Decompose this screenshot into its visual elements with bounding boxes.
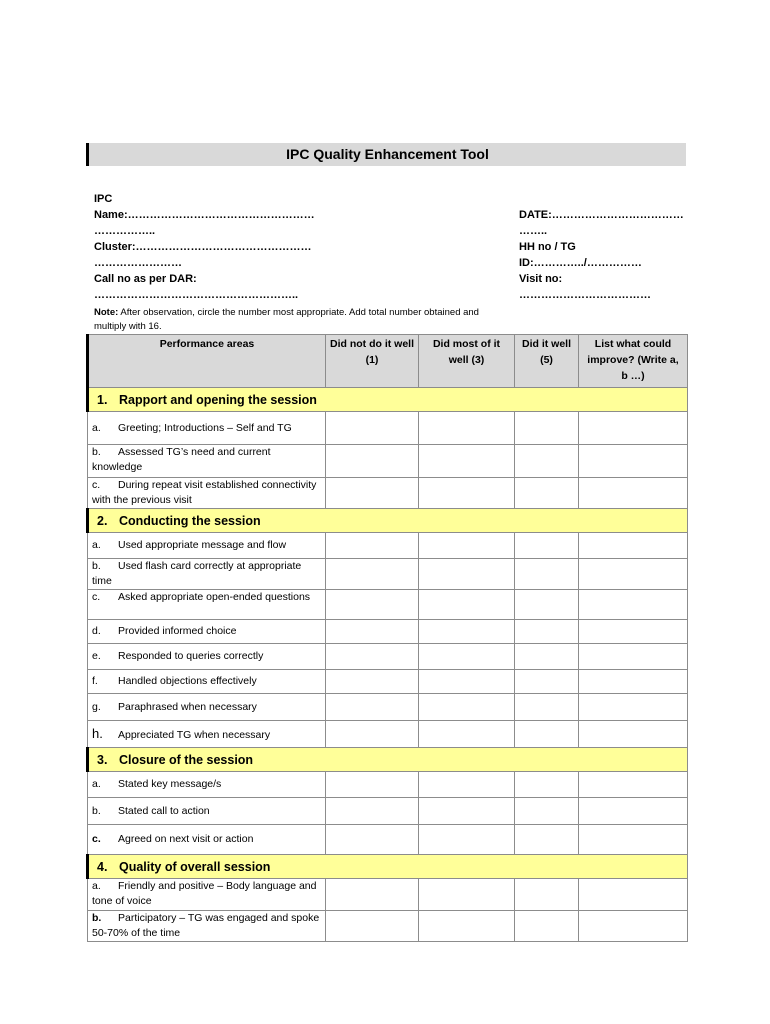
item-text: Stated call to action bbox=[118, 804, 210, 817]
item-letter: b. bbox=[92, 446, 101, 458]
score-cell-3[interactable] bbox=[419, 590, 515, 620]
item-letter: d. bbox=[92, 625, 101, 637]
improve-cell[interactable] bbox=[579, 620, 688, 644]
score-cell-1[interactable] bbox=[326, 644, 419, 670]
item-row bbox=[88, 772, 688, 798]
score-cell-5[interactable] bbox=[515, 772, 579, 798]
performance-item bbox=[88, 670, 326, 694]
score-cell-5[interactable] bbox=[515, 798, 579, 825]
score-cell-1[interactable] bbox=[326, 721, 419, 748]
score-cell-1[interactable] bbox=[326, 911, 419, 942]
item-letter: a. bbox=[92, 539, 101, 551]
item-letter: h. bbox=[92, 725, 103, 741]
col-performance-areas: Performance areas bbox=[88, 335, 326, 388]
score-cell-5[interactable] bbox=[515, 694, 579, 721]
score-cell-3[interactable] bbox=[419, 911, 515, 942]
improve-cell[interactable] bbox=[579, 911, 688, 942]
improve-cell[interactable] bbox=[579, 772, 688, 798]
score-cell-5[interactable] bbox=[515, 590, 579, 620]
assessment-table bbox=[86, 334, 688, 942]
section-title bbox=[88, 748, 688, 772]
performance-item bbox=[88, 694, 326, 721]
section-number: 3. bbox=[97, 752, 108, 767]
score-cell-3[interactable] bbox=[419, 772, 515, 798]
item-text: Handled objections effectively bbox=[118, 675, 257, 687]
item-row bbox=[88, 644, 688, 670]
score-cell-5[interactable] bbox=[515, 559, 579, 590]
performance-item bbox=[88, 478, 326, 509]
score-cell-3[interactable] bbox=[419, 721, 515, 748]
item-row bbox=[88, 559, 688, 590]
item-text: Agreed on next visit or action bbox=[118, 833, 254, 845]
item-row bbox=[88, 721, 688, 748]
score-cell-3[interactable] bbox=[419, 533, 515, 559]
call-no-field: ……………………………………………….. bbox=[94, 289, 299, 301]
item-text: During repeat visit established connectivity with the previous visit bbox=[92, 479, 317, 506]
performance-item bbox=[88, 772, 326, 798]
instruction-note bbox=[94, 306, 504, 333]
header-right bbox=[519, 207, 684, 303]
score-cell-5[interactable] bbox=[515, 533, 579, 559]
score-cell-5[interactable] bbox=[515, 644, 579, 670]
date-field-cont: …….. bbox=[519, 225, 548, 237]
item-text: Used flash card correctly at appropriate time bbox=[92, 560, 302, 587]
score-cell-3[interactable] bbox=[419, 478, 515, 509]
section-row bbox=[88, 388, 688, 412]
item-letter: g. bbox=[92, 700, 101, 713]
col-did-not-do-well: Did not do it well (1) bbox=[326, 335, 419, 388]
score-cell-3[interactable] bbox=[419, 445, 515, 478]
name-field-cont: …………….. bbox=[94, 225, 156, 237]
performance-item bbox=[88, 445, 326, 478]
item-letter: a. bbox=[92, 421, 101, 434]
hh-no-label: HH no / TG bbox=[519, 241, 576, 253]
item-letter: a. bbox=[92, 880, 101, 892]
score-cell-1[interactable] bbox=[326, 478, 419, 509]
score-cell-1[interactable] bbox=[326, 825, 419, 855]
section-title bbox=[88, 855, 688, 879]
score-cell-1[interactable] bbox=[326, 798, 419, 825]
item-letter: c. bbox=[92, 591, 101, 603]
section-row bbox=[88, 855, 688, 879]
score-cell-3[interactable] bbox=[419, 644, 515, 670]
improve-cell[interactable] bbox=[579, 721, 688, 748]
improve-cell[interactable] bbox=[579, 533, 688, 559]
section-title-text: Quality of overall session bbox=[119, 859, 271, 874]
score-cell-5[interactable] bbox=[515, 721, 579, 748]
item-letter: c. bbox=[92, 833, 101, 845]
improve-cell[interactable] bbox=[579, 879, 688, 911]
improve-cell[interactable] bbox=[579, 825, 688, 855]
score-cell-3[interactable] bbox=[419, 879, 515, 911]
item-row bbox=[88, 825, 688, 855]
item-text: Friendly and positive – Body language and tone of voice bbox=[92, 880, 317, 907]
page-title: IPC Quality Enhancement Tool bbox=[86, 143, 686, 166]
improve-cell[interactable] bbox=[579, 412, 688, 445]
item-letter: b. bbox=[92, 804, 101, 817]
note-label: Note: bbox=[94, 307, 119, 318]
id-field: ID:…………../…………… bbox=[519, 257, 642, 269]
item-row bbox=[88, 620, 688, 644]
score-cell-3[interactable] bbox=[419, 670, 515, 694]
improve-cell[interactable] bbox=[579, 798, 688, 825]
item-row bbox=[88, 478, 688, 509]
score-cell-1[interactable] bbox=[326, 533, 419, 559]
item-text: Participatory – TG was engaged and spoke 50-70% of the time bbox=[92, 912, 320, 939]
item-row bbox=[88, 694, 688, 721]
score-cell-1[interactable] bbox=[326, 772, 419, 798]
score-cell-1[interactable] bbox=[326, 445, 419, 478]
item-letter: f. bbox=[92, 675, 98, 687]
section-number: 2. bbox=[97, 513, 108, 528]
date-field: DATE:……………………………… bbox=[519, 209, 684, 221]
improve-cell[interactable] bbox=[579, 694, 688, 721]
improve-cell[interactable] bbox=[579, 559, 688, 590]
section-number: 4. bbox=[97, 859, 108, 874]
improve-cell[interactable] bbox=[579, 644, 688, 670]
performance-item bbox=[88, 911, 326, 942]
cluster-field: Cluster:………………………………………… bbox=[94, 241, 312, 253]
score-cell-1[interactable] bbox=[326, 412, 419, 445]
score-cell-1[interactable] bbox=[326, 670, 419, 694]
score-cell-5[interactable] bbox=[515, 670, 579, 694]
ipc-label: IPC bbox=[94, 193, 113, 205]
item-row bbox=[88, 445, 688, 478]
item-row bbox=[88, 412, 688, 445]
item-text: Stated key message/s bbox=[118, 778, 222, 790]
item-text: Responded to queries correctly bbox=[118, 650, 264, 662]
item-text: Appreciated TG when necessary bbox=[118, 728, 271, 741]
score-cell-5[interactable] bbox=[515, 911, 579, 942]
item-text: Used appropriate message and flow bbox=[118, 539, 287, 551]
section-title bbox=[88, 388, 688, 412]
col-improve-notes: List what could improve? (Write a, b …) bbox=[579, 335, 688, 388]
item-row bbox=[88, 590, 688, 620]
call-no-label: Call no as per DAR: bbox=[94, 273, 197, 285]
note-text: After observation, circle the number most appropriate. Add total number obtained and multiply with 16. bbox=[94, 307, 479, 332]
score-cell-3[interactable] bbox=[419, 825, 515, 855]
score-cell-1[interactable] bbox=[326, 559, 419, 590]
performance-item bbox=[88, 620, 326, 644]
item-letter: c. bbox=[92, 479, 101, 491]
improve-cell[interactable] bbox=[579, 445, 688, 478]
performance-item bbox=[88, 412, 326, 445]
score-cell-3[interactable] bbox=[419, 694, 515, 721]
col-did-well: Did it well (5) bbox=[515, 335, 579, 388]
header-left bbox=[94, 191, 315, 303]
score-cell-5[interactable] bbox=[515, 825, 579, 855]
improve-cell[interactable] bbox=[579, 478, 688, 509]
score-cell-5[interactable] bbox=[515, 445, 579, 478]
score-cell-1[interactable] bbox=[326, 694, 419, 721]
item-text: Paraphrased when necessary bbox=[118, 700, 257, 713]
performance-item bbox=[88, 825, 326, 855]
score-cell-5[interactable] bbox=[515, 478, 579, 509]
section-row bbox=[88, 509, 688, 533]
score-cell-3[interactable] bbox=[419, 412, 515, 445]
improve-cell[interactable] bbox=[579, 670, 688, 694]
name-field: Name:…………………………………………… bbox=[94, 209, 315, 221]
item-letter: e. bbox=[92, 650, 101, 662]
performance-item bbox=[88, 879, 326, 911]
score-cell-5[interactable] bbox=[515, 620, 579, 644]
section-title-text: Closure of the session bbox=[119, 752, 254, 767]
visit-no-label: Visit no: bbox=[519, 273, 563, 285]
score-cell-1[interactable] bbox=[326, 879, 419, 911]
item-row bbox=[88, 911, 688, 942]
improve-cell[interactable] bbox=[579, 590, 688, 620]
section-title-text: Conducting the session bbox=[119, 513, 261, 528]
score-cell-5[interactable] bbox=[515, 412, 579, 445]
cluster-field-cont: …………………… bbox=[94, 257, 182, 269]
score-cell-3[interactable] bbox=[419, 798, 515, 825]
score-cell-3[interactable] bbox=[419, 559, 515, 590]
item-letter: a. bbox=[92, 778, 101, 790]
item-row bbox=[88, 879, 688, 911]
item-text: Greeting; Introductions – Self and TG bbox=[118, 421, 292, 434]
item-row bbox=[88, 798, 688, 825]
score-cell-1[interactable] bbox=[326, 620, 419, 644]
score-cell-5[interactable] bbox=[515, 879, 579, 911]
performance-item bbox=[88, 533, 326, 559]
performance-item bbox=[88, 798, 326, 825]
visit-no-field: ……………………………… bbox=[519, 289, 651, 301]
item-text: Asked appropriate open-ended questions bbox=[118, 591, 311, 603]
item-text: Provided informed choice bbox=[118, 625, 237, 637]
section-number: 1. bbox=[97, 392, 108, 407]
item-letter: b. bbox=[92, 912, 102, 924]
score-cell-1[interactable] bbox=[326, 590, 419, 620]
item-letter: b. bbox=[92, 560, 101, 572]
performance-item bbox=[88, 644, 326, 670]
section-title bbox=[88, 509, 688, 533]
item-row bbox=[88, 533, 688, 559]
performance-item bbox=[88, 590, 326, 620]
section-row bbox=[88, 748, 688, 772]
performance-item bbox=[88, 559, 326, 590]
performance-item bbox=[88, 721, 326, 748]
section-title-text: Rapport and opening the session bbox=[119, 392, 317, 407]
item-row bbox=[88, 670, 688, 694]
score-cell-3[interactable] bbox=[419, 620, 515, 644]
item-text: Assessed TG’s need and current knowledge bbox=[92, 446, 271, 473]
table-header-row bbox=[88, 335, 688, 388]
col-did-most-well: Did most of it well (3) bbox=[419, 335, 515, 388]
